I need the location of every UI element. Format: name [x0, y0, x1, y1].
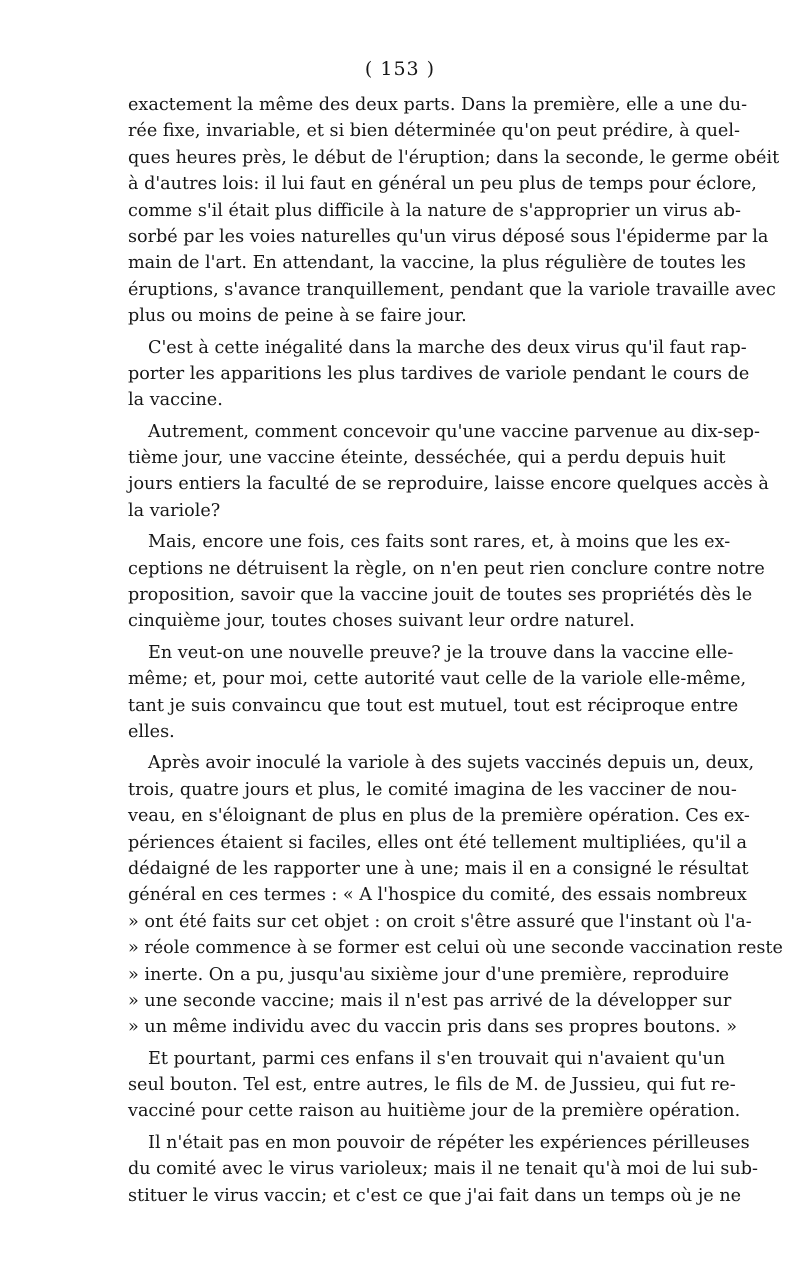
text-line: elles.	[128, 721, 175, 742]
text-line: ceptions ne détruisent la règle, on n'en peut rien conclure contre notre	[128, 558, 765, 579]
text-line: éruptions, s'avance tranquillement, pendant que la variole travaille avec	[128, 279, 776, 300]
text-line: » une seconde vaccine; mais il n'est pas arrivé de la développer sur	[128, 990, 732, 1011]
text-line: Et pourtant, parmi ces enfans il s'en trouvait qui n'avaient qu'un	[148, 1048, 726, 1069]
text-line: du comité avec le virus varioleux; mais il ne tenait qu'à moi de lui sub-	[128, 1159, 758, 1180]
text-line: Mais, encore une fois, ces faits sont rares, et, à moins que les ex-	[148, 532, 731, 553]
text-line: jours entiers la faculté de se reproduire, laisse encore quelques accès à	[128, 474, 769, 495]
text-line: périences étaient si faciles, elles ont été tellement multipliées, qu'il a	[128, 832, 747, 853]
text-line: porter les apparitions les plus tardives de variole pendant le cours de	[128, 363, 750, 384]
text-line: exactement la même des deux parts. Dans la première, elle a une du-	[128, 95, 748, 115]
text-line: » ont été faits sur cet objet : on croit s'être assuré que l'instant où l'a-	[128, 911, 752, 932]
text-line: sorbé par les voies naturelles qu'un virus déposé sous l'épiderme par la	[128, 226, 769, 247]
text-line: dédaigné de les rapporter une à une; mais il en a consigné le résultat	[128, 858, 749, 879]
text-line: Après avoir inoculé la variole à des sujets vaccinés depuis un, deux,	[148, 753, 755, 774]
text-line: cinquième jour, toutes choses suivant leur ordre naturel.	[128, 611, 635, 632]
text-line: à d'autres lois: il lui faut en général un peu plus de temps pour éclore,	[128, 174, 757, 195]
paragraph	[128, 92, 780, 330]
text-line: général en ces termes : « A l'hospice du comité, des essais nombreux	[128, 885, 747, 906]
paragraph	[128, 1130, 758, 1209]
text-line: stituer le virus vaccin; et c'est ce que j'ai fait dans un temps où je ne	[128, 1185, 742, 1206]
text-line: proposition, savoir que la vaccine jouit de toutes ses propriétés dès le	[128, 585, 753, 606]
text-line: Autrement, comment concevoir qu'une vaccine parvenue au dix-sep-	[148, 421, 760, 442]
text-line: » inerte. On a pu, jusqu'au sixième jour d'une première, reproduire	[128, 964, 730, 985]
text-line: tant je suis convaincu que tout est mutuel, tout est réciproque entre	[128, 695, 739, 716]
text-line: vacciné pour cette raison au huitième jour de la première opération.	[128, 1101, 741, 1122]
text-line: même; et, pour moi, cette autorité vaut celle de la variole elle-même,	[128, 669, 747, 690]
text-line: seul bouton. Tel est, entre autres, le fils de M. de Jussieu, qui fut re-	[128, 1075, 736, 1096]
paragraph	[128, 529, 765, 635]
text-line: » réole commence à se former est celui où une seconde vaccination reste	[128, 938, 783, 959]
text-line: trois, quatre jours et plus, le comité imagina de les vacciner de nou-	[128, 779, 737, 800]
text-line: C'est à cette inégalité dans la marche des deux virus qu'il faut rap-	[148, 337, 747, 358]
text-line: veau, en s'éloignant de plus en plus de la première opération. Ces ex-	[128, 806, 750, 827]
text-line: En veut-on une nouvelle preuve? je la trouve dans la vaccine elle-	[148, 642, 734, 663]
paragraph	[128, 750, 783, 1040]
text-line: rée fixe, invariable, et si bien déterminée qu'on peut prédire, à quel-	[128, 121, 740, 142]
body-text	[128, 92, 783, 1209]
text-line: plus ou moins de peine à se faire jour.	[128, 306, 467, 327]
text-line: la variole?	[128, 500, 221, 521]
page-number: ( 153 )	[364, 58, 436, 80]
text-line: ques heures près, le début de l'éruption; dans la seconde, le germe obéit	[128, 147, 780, 168]
text-line: » un même individu avec du vaccin pris dans ses propres boutons. »	[128, 1017, 737, 1038]
paragraph	[128, 335, 750, 414]
text-line: main de l'art. En attendant, la vaccine, la plus régulière de toutes les	[128, 253, 746, 274]
paragraph	[128, 419, 769, 525]
text-line: tième jour, une vaccine éteinte, desséchée, qui a perdu depuis huit	[128, 448, 726, 469]
text-line: Il n'était pas en mon pouvoir de répéter les expériences périlleuses	[148, 1132, 750, 1153]
paragraph	[128, 1046, 741, 1125]
text-line: la vaccine.	[128, 390, 223, 411]
paragraph	[128, 640, 747, 746]
text-line: comme s'il était plus difficile à la nature de s'approprier un virus ab-	[128, 200, 741, 221]
